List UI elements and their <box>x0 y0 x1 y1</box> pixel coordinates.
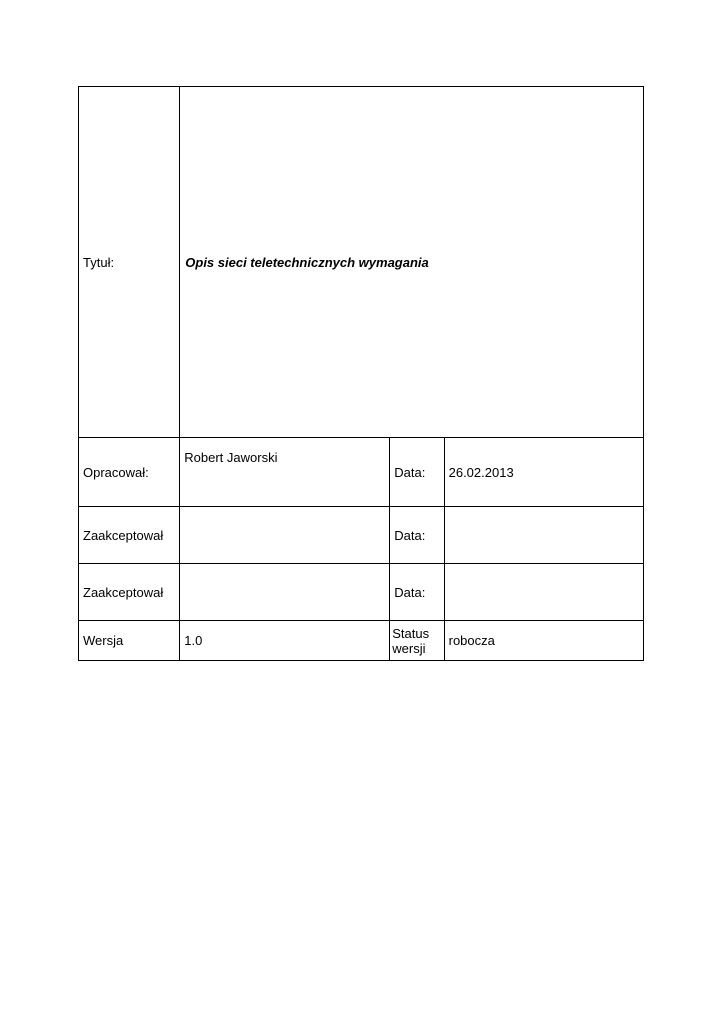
date-value-2 <box>444 507 643 564</box>
date-label-3: Data: <box>390 564 444 621</box>
date-value-3 <box>444 564 643 621</box>
status-value: robocza <box>444 621 643 661</box>
version-label: Wersja <box>79 621 180 661</box>
accepted-row-1 <box>79 507 644 564</box>
document-title: Opis sieci teletechnicznych wymagania <box>180 87 644 438</box>
version-row <box>79 621 644 661</box>
accepted-label-1: Zaakceptował <box>79 507 180 564</box>
prepared-value: Robert Jaworski <box>180 438 390 507</box>
date-value-1: 26.02.2013 <box>444 438 643 507</box>
version-value: 1.0 <box>180 621 390 661</box>
accepted-value-1 <box>180 507 390 564</box>
title-row <box>79 87 644 438</box>
accepted-value-2 <box>180 564 390 621</box>
status-label-line2: wersji <box>392 640 426 656</box>
date-label-1: Data: <box>390 438 444 507</box>
status-label-line1: Status <box>392 625 430 641</box>
accepted-row-2 <box>79 564 644 621</box>
document-header-table <box>78 86 644 661</box>
title-label: Tytuł: <box>79 87 180 438</box>
accepted-label-2: Zaakceptował <box>79 564 180 621</box>
date-label-2: Data: <box>390 507 444 564</box>
prepared-label: Opracował: <box>79 438 180 507</box>
prepared-row <box>79 438 644 507</box>
status-label <box>390 621 444 661</box>
